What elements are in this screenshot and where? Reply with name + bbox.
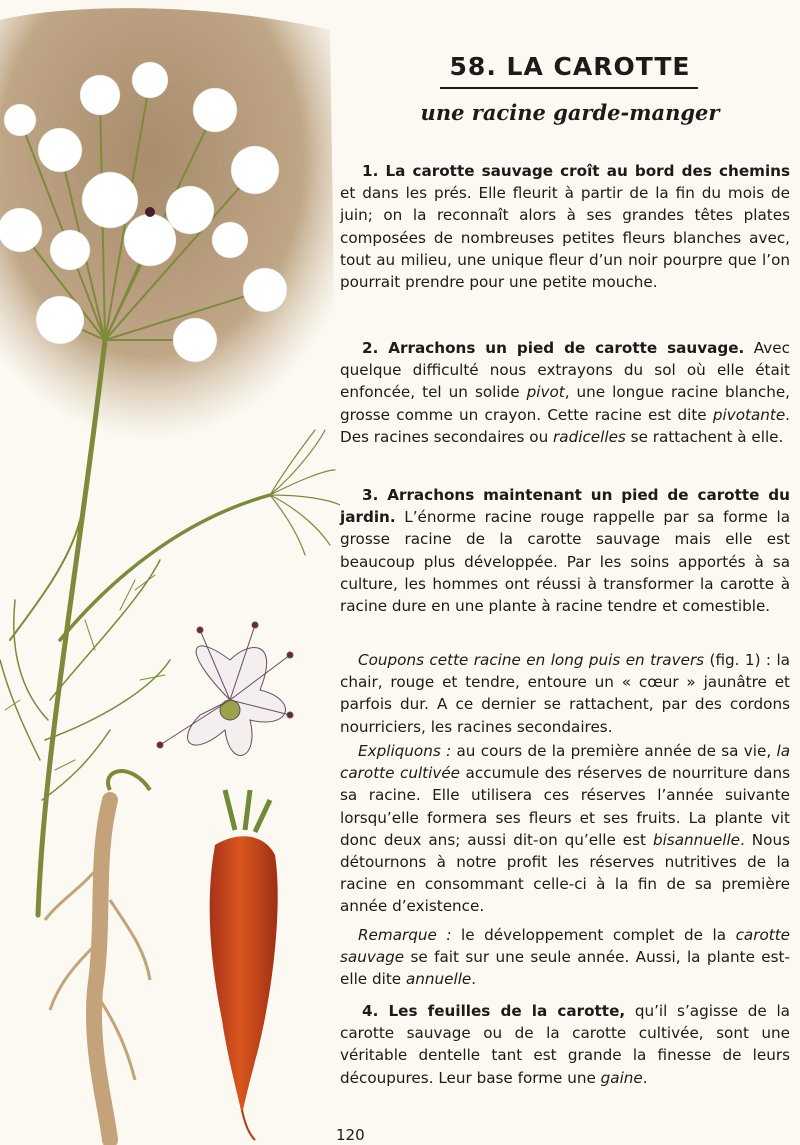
cultivated-carrot <box>210 790 278 1140</box>
carrot-botanical-illustration <box>0 0 340 1145</box>
flower-detail <box>157 622 293 755</box>
title-underline <box>440 87 698 89</box>
wild-carrot-root <box>45 771 150 1140</box>
page-number: 120 <box>336 1126 365 1144</box>
page-title: 58. LA CAROTTE <box>449 52 691 81</box>
paragraph-4: 4. Les feuilles de la carotte, qu’il s’agisse de la carotte sauvage ou de la carotte cultivée, sont une véritable dentelle tant est grande la finesse de leurs découpures. Leur base forme une gaine. <box>340 1002 790 1087</box>
paragraph-2: 2. Arrachons un pied de carotte sauvage. Avec quelque difficulté nous extrayons du sol où elle était enfoncée, tel un solide pivot, une longue racine blanche, grosse comme un crayon. Cette racine est dite pivotante. Des racines secondaires ou radicelles se rattachent à elle. <box>340 339 790 446</box>
paragraph-1: 1. La carotte sauvage croît au bord des chemins et dans les prés. Elle fleurit à partir de la fin du mois de juin; on la reconnaît alors à ses grandes têtes plates composées de nombreuses petites fleurs blanches avec, tout au milieu, une unique fleur d’un noir pourpre que l’on pourrait prendre pour une petite mouche. <box>340 162 790 292</box>
paragraph-remarque: Remarque : le développement complet de la carotte sauvage se fait sur une seule année. Aussi, la plante est-elle dite annuelle. <box>340 926 791 989</box>
page-subtitle: une racine garde-manger <box>420 100 720 125</box>
paragraph-3: 3. Arrachons maintenant un pied de carotte du jardin. L’énorme racine rouge rappelle par sa forme la grosse racine de la carotte sauvage mais elle est beaucoup plus développée. Par les soins apportés à sa culture, les hommes ont réussi à transformer la carotte à racine dure en une plante à racine tendre et comestible. <box>340 486 790 616</box>
purple-center-flower <box>145 207 155 217</box>
paragraph-coupons: Coupons cette racine en long puis en travers (fig. 1) : la chair, rouge et tendre, entoure un « cœur » jaunâtre et parfois dur. A ce dernier se rattachent, par des cordons nourriciers, les racines secondaires. <box>340 651 790 736</box>
paragraph-expliquons: Expliquons : au cours de la première année de sa vie, la carotte cultivée accumule des réserves de nourriture dans sa racine. Elle utilisera ces réserves l’année suivante lorsqu’elle formera ses fleurs et ses fruits. La plante vit donc deux ans; aussi dit-on qu’elle est bisannuelle. Nous détournons à notre profit les réserves nutritives de la racine en consommant celle-ci à la fin de sa première année d’existence. <box>340 742 790 916</box>
